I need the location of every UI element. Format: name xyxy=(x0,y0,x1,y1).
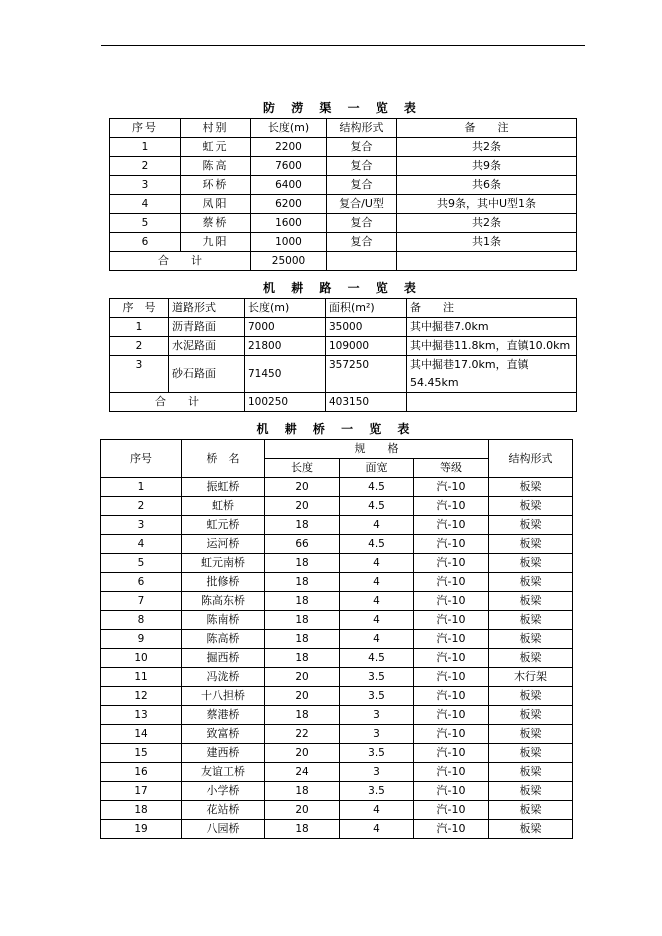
table-cell: 汽-10 xyxy=(414,782,489,801)
table-cell: 35000 xyxy=(326,318,407,337)
header-rule xyxy=(101,45,585,46)
column-header-spec: 规 格 xyxy=(265,440,489,459)
table-cell: 凤阳 xyxy=(181,195,251,214)
table-cell: 复合/U型 xyxy=(327,195,397,214)
table-cell: 3.5 xyxy=(340,744,414,763)
table-row xyxy=(101,706,573,725)
table-cell: 致富桥 xyxy=(182,725,265,744)
table-row xyxy=(101,820,573,839)
table-cell: 18 xyxy=(265,554,340,573)
table-cell: 18 xyxy=(265,782,340,801)
flood-channel-title: 防 涝 渠 一 览 表 xyxy=(263,101,422,115)
table-cell: 板梁 xyxy=(489,744,573,763)
table-cell: 66 xyxy=(265,535,340,554)
table-cell: 6 xyxy=(101,573,182,592)
table-cell: 陈高东桥 xyxy=(182,592,265,611)
table-cell: 板梁 xyxy=(489,535,573,554)
table-cell: 板梁 xyxy=(489,554,573,573)
table-cell: 汽-10 xyxy=(414,554,489,573)
empty-cell xyxy=(327,252,397,271)
table-row xyxy=(110,195,577,214)
table-cell: 3.5 xyxy=(340,687,414,706)
table-cell: 共6条 xyxy=(397,176,577,195)
table-cell: 花站桥 xyxy=(182,801,265,820)
table-cell: 汽-10 xyxy=(414,592,489,611)
table-cell: 7000 xyxy=(245,318,326,337)
table-cell: 汽-10 xyxy=(414,668,489,687)
table-cell: 3 xyxy=(110,356,169,393)
table-cell: 4 xyxy=(340,516,414,535)
total-area: 403150 xyxy=(326,393,407,412)
table-cell: 109000 xyxy=(326,337,407,356)
table-row xyxy=(110,214,577,233)
farm-bridge-table xyxy=(100,439,573,839)
table-cell: 汽-10 xyxy=(414,611,489,630)
table-cell: 水泥路面 xyxy=(169,337,245,356)
table-cell: 板梁 xyxy=(489,497,573,516)
table-cell: 22 xyxy=(265,725,340,744)
table-cell: 掘西桥 xyxy=(182,649,265,668)
table-cell: 4.5 xyxy=(340,478,414,497)
empty-cell xyxy=(407,393,577,412)
table-cell: 板梁 xyxy=(489,630,573,649)
table-cell: 振虹桥 xyxy=(182,478,265,497)
table-cell: 批修桥 xyxy=(182,573,265,592)
column-header: 长度(m) xyxy=(251,119,327,138)
table-row xyxy=(110,176,577,195)
table-cell: 18 xyxy=(101,801,182,820)
table-cell: 18 xyxy=(265,611,340,630)
table-cell: 6 xyxy=(110,233,181,252)
table-cell: 3 xyxy=(340,763,414,782)
table-cell: 18 xyxy=(265,630,340,649)
table-row xyxy=(101,611,573,630)
table-cell: 汽-10 xyxy=(414,706,489,725)
table-cell: 板梁 xyxy=(489,801,573,820)
table-row xyxy=(110,233,577,252)
table-cell: 6400 xyxy=(251,176,327,195)
farm-road-body xyxy=(110,299,577,412)
table-cell: 汽-10 xyxy=(414,687,489,706)
column-header-width: 面宽 xyxy=(340,459,414,478)
table-cell: 21800 xyxy=(245,337,326,356)
table-cell: 1 xyxy=(110,138,181,157)
table-row xyxy=(101,592,573,611)
table-row xyxy=(101,801,573,820)
table-cell: 4 xyxy=(340,611,414,630)
table-cell: 汽-10 xyxy=(414,744,489,763)
table-cell: 4 xyxy=(340,820,414,839)
table-row xyxy=(101,668,573,687)
table-cell: 4 xyxy=(340,592,414,611)
table-cell: 汽-10 xyxy=(414,630,489,649)
table-row xyxy=(110,337,577,356)
table-cell: 运河桥 xyxy=(182,535,265,554)
table-row xyxy=(101,725,573,744)
table-row xyxy=(110,318,577,337)
table-cell: 13 xyxy=(101,706,182,725)
table-cell: 4 xyxy=(340,554,414,573)
table-cell: 18 xyxy=(265,573,340,592)
column-header: 长度(m) xyxy=(245,299,326,318)
table-cell: 砂石路面 xyxy=(169,356,245,393)
table-cell: 板梁 xyxy=(489,592,573,611)
table-row xyxy=(101,687,573,706)
total-row xyxy=(110,252,577,271)
table-cell: 4.5 xyxy=(340,535,414,554)
table-cell: 20 xyxy=(265,687,340,706)
table-cell: 2 xyxy=(101,497,182,516)
table-row xyxy=(101,744,573,763)
table-row xyxy=(101,630,573,649)
table-row xyxy=(110,356,577,393)
table-cell: 10 xyxy=(101,649,182,668)
empty-cell xyxy=(397,252,577,271)
table-cell: 冯泷桥 xyxy=(182,668,265,687)
column-header: 序号 xyxy=(110,119,181,138)
header-row xyxy=(110,299,577,318)
table-cell: 共1条 xyxy=(397,233,577,252)
table-cell: 汽-10 xyxy=(414,497,489,516)
table-cell: 5 xyxy=(110,214,181,233)
table-cell: 复合 xyxy=(327,157,397,176)
column-header: 面积(m²) xyxy=(326,299,407,318)
table-cell: 4.5 xyxy=(340,649,414,668)
table-cell: 蔡桥 xyxy=(181,214,251,233)
table-cell: 木行架 xyxy=(489,668,573,687)
table-cell: 18 xyxy=(265,516,340,535)
table-cell: 24 xyxy=(265,763,340,782)
table-cell: 20 xyxy=(265,801,340,820)
column-header-structure: 结构形式 xyxy=(489,440,573,478)
column-header: 备 注 xyxy=(397,119,577,138)
table-cell: 汽-10 xyxy=(414,573,489,592)
total-label: 合 计 xyxy=(110,393,245,412)
table-cell: 陈高桥 xyxy=(182,630,265,649)
table-cell: 汽-10 xyxy=(414,649,489,668)
table-cell: 1 xyxy=(110,318,169,337)
table-cell: 18 xyxy=(265,706,340,725)
table-cell: 板梁 xyxy=(489,478,573,497)
flood-channel-table xyxy=(109,118,577,271)
column-header: 道路形式 xyxy=(169,299,245,318)
farm-bridge-body xyxy=(101,440,573,839)
table-cell: 3.5 xyxy=(340,668,414,687)
column-header-name: 桥 名 xyxy=(182,440,265,478)
table-cell: 20 xyxy=(265,478,340,497)
column-header: 备 注 xyxy=(407,299,577,318)
table-cell: 陈南桥 xyxy=(182,611,265,630)
table-cell: 虹元 xyxy=(181,138,251,157)
farm-road-title: 机 耕 路 一 览 表 xyxy=(263,281,422,295)
table-row xyxy=(110,138,577,157)
column-header-grade: 等级 xyxy=(414,459,489,478)
table-cell: 2200 xyxy=(251,138,327,157)
table-cell: 汽-10 xyxy=(414,763,489,782)
table-row xyxy=(101,497,573,516)
table-cell: 4 xyxy=(340,630,414,649)
total-value: 25000 xyxy=(251,252,327,271)
flood-channel-body xyxy=(110,119,577,271)
table-cell: 2 xyxy=(110,337,169,356)
table-cell: 16 xyxy=(101,763,182,782)
table-cell: 15 xyxy=(101,744,182,763)
column-header-no: 序号 xyxy=(101,440,182,478)
table-row xyxy=(101,573,573,592)
table-cell: 1 xyxy=(101,478,182,497)
table-cell: 1000 xyxy=(251,233,327,252)
table-cell: 板梁 xyxy=(489,649,573,668)
table-cell: 11 xyxy=(101,668,182,687)
table-cell: 其中掘巷7.0km xyxy=(407,318,577,337)
column-header-length: 长度 xyxy=(265,459,340,478)
header-row xyxy=(110,119,577,138)
table-cell: 14 xyxy=(101,725,182,744)
table-row xyxy=(101,649,573,668)
table-cell: 复合 xyxy=(327,233,397,252)
table-cell: 汽-10 xyxy=(414,801,489,820)
table-cell: 其中掘巷11.8km，直镇10.0km xyxy=(407,337,577,356)
table-cell: 汽-10 xyxy=(414,725,489,744)
table-cell: 20 xyxy=(265,668,340,687)
table-cell: 板梁 xyxy=(489,687,573,706)
table-cell: 3 xyxy=(340,706,414,725)
table-cell: 板梁 xyxy=(489,706,573,725)
table-cell: 板梁 xyxy=(489,763,573,782)
table-cell: 3.5 xyxy=(340,782,414,801)
table-cell: 3 xyxy=(110,176,181,195)
table-cell: 板梁 xyxy=(489,573,573,592)
total-label: 合 计 xyxy=(110,252,251,271)
table-cell: 7 xyxy=(101,592,182,611)
table-cell: 6200 xyxy=(251,195,327,214)
table-cell: 共2条 xyxy=(397,214,577,233)
table-cell: 20 xyxy=(265,497,340,516)
table-cell: 7600 xyxy=(251,157,327,176)
table-cell: 虹元桥 xyxy=(182,516,265,535)
total-row xyxy=(110,393,577,412)
table-row xyxy=(101,516,573,535)
table-cell: 共2条 xyxy=(397,138,577,157)
table-cell: 陈高 xyxy=(181,157,251,176)
table-row xyxy=(101,535,573,554)
table-row xyxy=(101,554,573,573)
table-cell: 20 xyxy=(265,744,340,763)
table-cell: 4 xyxy=(101,535,182,554)
table-cell: 4 xyxy=(340,801,414,820)
table-cell: 汽-10 xyxy=(414,516,489,535)
table-cell: 板梁 xyxy=(489,611,573,630)
table-cell: 板梁 xyxy=(489,516,573,535)
table-cell: 3 xyxy=(340,725,414,744)
table-cell: 虹元南桥 xyxy=(182,554,265,573)
table-cell: 共9条 xyxy=(397,157,577,176)
total-length: 100250 xyxy=(245,393,326,412)
table-cell: 友谊工桥 xyxy=(182,763,265,782)
table-cell: 71450 xyxy=(245,356,326,393)
table-cell: 9 xyxy=(101,630,182,649)
table-row xyxy=(101,763,573,782)
table-cell: 沥青路面 xyxy=(169,318,245,337)
table-cell: 4.5 xyxy=(340,497,414,516)
table-cell: 8 xyxy=(101,611,182,630)
table-cell: 九阳 xyxy=(181,233,251,252)
table-cell: 18 xyxy=(265,820,340,839)
table-row xyxy=(101,478,573,497)
table-cell: 12 xyxy=(101,687,182,706)
table-cell: 八园桥 xyxy=(182,820,265,839)
table-cell: 板梁 xyxy=(489,782,573,801)
table-cell: 4 xyxy=(340,573,414,592)
table-row xyxy=(101,782,573,801)
table-cell: 汽-10 xyxy=(414,478,489,497)
table-cell: 复合 xyxy=(327,214,397,233)
table-cell: 建西桥 xyxy=(182,744,265,763)
column-header: 序 号 xyxy=(110,299,169,318)
table-cell: 复合 xyxy=(327,176,397,195)
table-cell: 十八担桥 xyxy=(182,687,265,706)
table-cell: 共9条，其中U型1条 xyxy=(397,195,577,214)
table-cell: 2 xyxy=(110,157,181,176)
table-cell: 汽-10 xyxy=(414,820,489,839)
farm-bridge-title: 机 耕 桥 一 览 表 xyxy=(256,422,416,436)
table-cell: 3 xyxy=(101,516,182,535)
table-cell: 17 xyxy=(101,782,182,801)
table-cell: 小学桥 xyxy=(182,782,265,801)
table-cell: 汽-10 xyxy=(414,535,489,554)
table-cell: 5 xyxy=(101,554,182,573)
table-cell: 357250 xyxy=(326,356,407,393)
table-cell: 复合 xyxy=(327,138,397,157)
table-cell: 板梁 xyxy=(489,725,573,744)
table-cell: 4 xyxy=(110,195,181,214)
table-cell: 其中掘巷17.0km，直镇54.45km xyxy=(407,356,577,393)
table-cell: 虹桥 xyxy=(182,497,265,516)
column-header: 村别 xyxy=(181,119,251,138)
farm-road-table xyxy=(109,298,577,412)
table-row xyxy=(110,157,577,176)
table-cell: 蔡港桥 xyxy=(182,706,265,725)
table-cell: 19 xyxy=(101,820,182,839)
table-cell: 18 xyxy=(265,592,340,611)
table-cell: 1600 xyxy=(251,214,327,233)
column-header: 结构形式 xyxy=(327,119,397,138)
table-cell: 18 xyxy=(265,649,340,668)
table-cell: 环桥 xyxy=(181,176,251,195)
header-row xyxy=(101,440,573,459)
table-cell: 板梁 xyxy=(489,820,573,839)
